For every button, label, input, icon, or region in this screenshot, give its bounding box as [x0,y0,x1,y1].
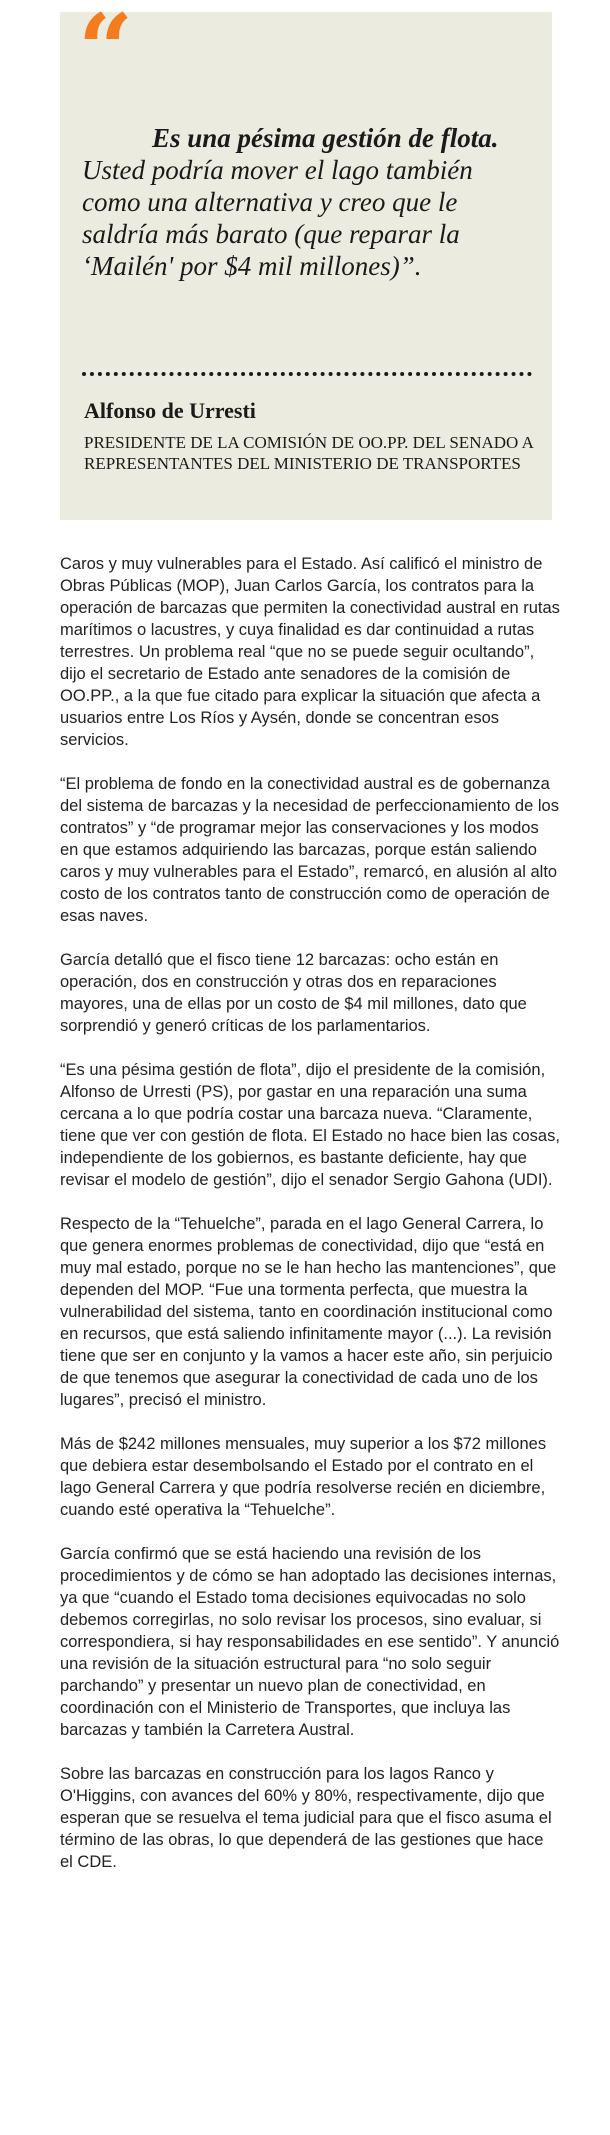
article-paragraph: Caros y muy vulnerables para el Estado. Así calificó el ministro de Obras Públicas (MOP), Juan Carlos García, los contratos para la operación de barcazas que permiten la conectividad austral en rutas marítimos o lacustres, y cuya finalidad es dar continuidad a rutas terrestres. Un problema real “que no se puede seguir ocultando”, dijo el secretario de Estado ante senadores de la comisión de OO.PP., a la que fue citado para explicar la situación que afecta a usuarios entre Los Ríos y Aysén, donde se concentran esos servicios. [60,555,560,749]
article-paragraph: García detalló que el fisco tiene 12 barcazas: ocho están en operación, dos en construcción y otras dos en reparaciones mayores, una de ellas por un costo de $4 mil millones, dato que sorprendió y generó críticas de los parlamentarios. [60,951,527,1035]
article-paragraph: García confirmó que se está haciendo una revisión de los procedimientos y de cómo se han adoptado las decisiones internas, ya que “cuando el Estado toma decisiones equivocadas no solo debemos corregirlas, no solo revisar los procesos, sino evaluar, si correspondiera, si hay responsabilidades en ese sentido”. Y anunció una revisión de la situación estructural para “no solo seguir parchando” y presentar un nuevo plan de conectividad, en coordinación con el Ministerio de Transportes, que incluya las barcazas y también la Carretera Austral. [60,1545,560,1739]
pull-quote-rest: Usted podría mover el lago también como una alternativa y creo que le saldría más barato (que reparar la ‘Mailén' por $4 mil millones)”. [82,155,473,281]
pull-quote-box [60,0,552,520]
pull-quote-text [82,122,537,282]
article-paragraph: Sobre las barcazas en construcción para los lagos Ranco y O'Higgins, con avances del 60% y 80%, respectivamente, dijo que esperan que se resuelva el tema judicial para que el fisco asuma el término de las obras, lo que dependerá de las gestiones que hace el CDE. [60,1765,552,1871]
article-paragraph: “El problema de fondo en la conectividad austral es de gobernanza del sistema de barcazas y la necesidad de perfeccionamiento de los contratos” y “de programar mejor las conservaciones y los modos en que estamos adquiriendo las barcazas, porque están saliendo caros y muy vulnerables para el Estado”, remarcó, en alusión al alto costo de los contratos tanto de construcción como de operación de esas naves. [60,775,559,925]
dotted-divider [82,372,532,376]
pull-quote-lead: Es una pésima gestión de flota. [152,123,499,153]
article-body [60,553,560,1895]
article-paragraph: Respecto de la “Tehuelche”, parada en el lago General Carrera, lo que genera enormes problemas de conectividad, dijo que “está en muy mal estado, porque no se le han hecho las mantenciones”, que dependen del MOP. “Fue una tormenta perfecta, que muestra la vulnerabilidad del sistema, tanto en coordinación institucional como en recursos, que está saliendo infinitamente mayor (...). La revisión tiene que ser en conjunto y la vamos a hacer este año, sin perjuicio de que tenemos que asegurar la conectividad de cada uno de los lugares”, precisó el ministro. [60,1215,557,1409]
quote-author-title: PRESIDENTE DE LA COMISIÓN DE OO.PP. DEL SENADO A REPRESENTANTES DEL MINISTERIO DE TRANSPORTES [84,433,533,473]
quote-mark-icon: “ [78,0,134,106]
quote-author-name: Alfonso de Urresti [84,398,256,423]
article-paragraph: Más de $242 millones mensuales, muy superior a los $72 millones que debiera estar desembolsando el Estado por el contrato en el lago General Carrera y que podría resolverse recién en diciembre, cuando esté operativa la “Tehuelche”. [60,1435,547,1519]
article-paragraph: “Es una pésima gestión de flota”, dijo el presidente de la comisión, Alfonso de Urresti (PS), por gastar en una reparación una suma cercana a lo que podría costar una barcaza nueva. “Claramente, tiene que ver con gestión de flota. El Estado no hace bien las cosas, independiente de los gobiernos, es bastante deficiente, hay que revisar el modelo de gestión”, dijo el senador Sergio Gahona (UDI). [60,1061,560,1189]
